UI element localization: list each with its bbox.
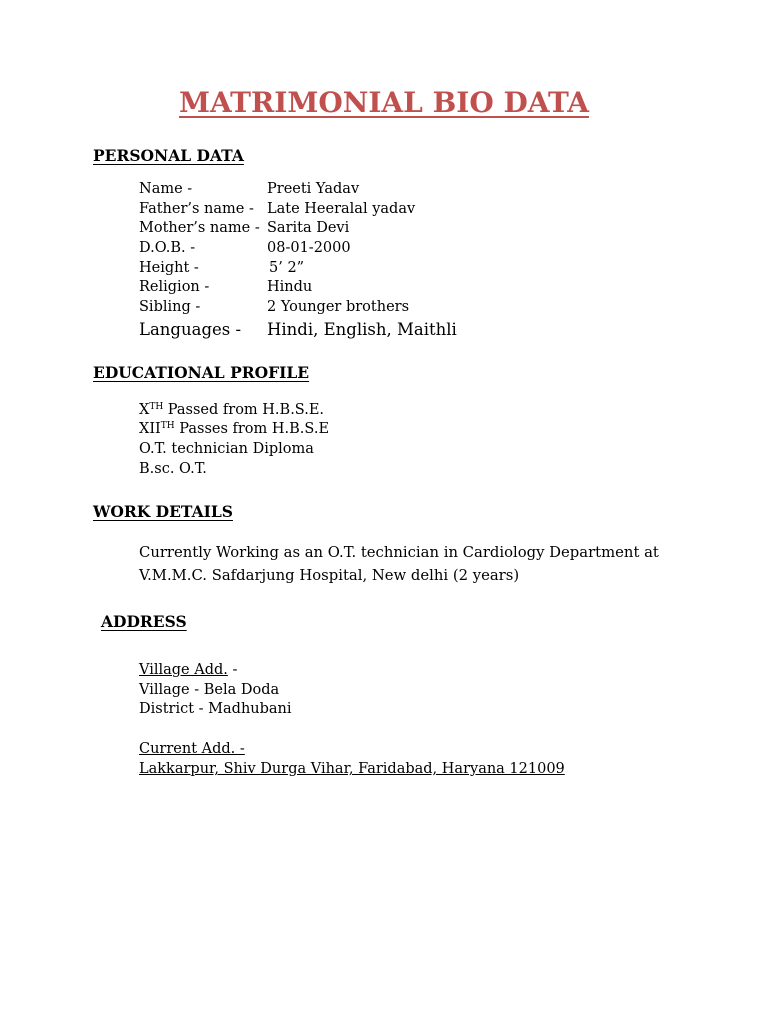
education-item-text: Passed from H.B.S.E. [163, 402, 325, 418]
education-item [139, 421, 329, 437]
education-item [139, 402, 324, 418]
educational-profile-heading: EDUCATIONAL PROFILE [93, 363, 310, 382]
label-suffix: - [227, 662, 238, 678]
field-fathers-name [139, 201, 415, 217]
field-label: D.O.B. - [139, 240, 196, 256]
field-label: Name - [139, 181, 193, 197]
field-mothers-name [139, 220, 349, 236]
field-value: 08-01-2000 [267, 240, 351, 256]
field-value: 2 Younger brothers [267, 299, 410, 315]
current-address: Lakkarpur, Shiv Durga Vihar, Faridabad, Haryana 121009 [139, 761, 565, 777]
village-line: Village - Bela Doda [139, 682, 280, 698]
education-item-text: O.T. technician Diploma [139, 441, 314, 457]
personal-data-heading: PERSONAL DATA [93, 146, 244, 165]
village-address-label-text: Village Add. [139, 662, 228, 678]
education-item-text: XII [139, 421, 161, 437]
field-height [139, 260, 304, 276]
district-line: District - Madhubani [139, 701, 292, 717]
field-label: Religion - [139, 279, 210, 295]
superscript: TH [149, 402, 164, 412]
field-religion [139, 279, 312, 295]
field-name [139, 181, 359, 197]
field-value: 5’ 2” [269, 260, 305, 276]
field-label: Mother’s name - [139, 220, 260, 236]
current-address-label: Current Add. - [139, 741, 245, 757]
education-item [139, 441, 314, 457]
education-item-text: B.sc. O.T. [139, 461, 207, 477]
field-label: Sibling - [139, 299, 201, 315]
address-heading: ADDRESS [101, 612, 187, 631]
field-label: Height - [139, 260, 199, 276]
education-item-text: X [139, 402, 150, 418]
field-value: Late Heeralal yadav [267, 201, 416, 217]
work-details-heading: WORK DETAILS [93, 502, 233, 521]
field-value: Hindu [267, 279, 313, 295]
field-sibling [139, 299, 409, 315]
education-item-text: Passes from H.B.S.E [174, 421, 330, 437]
village-address-label [139, 662, 237, 678]
field-label: Languages - [139, 320, 242, 339]
work-line-1: Currently Working as an O.T. technician in Cardiology Department at [139, 544, 659, 561]
education-item [139, 461, 207, 477]
field-value: Hindi, English, Maithli [267, 320, 457, 339]
field-value: Preeti Yadav [267, 181, 360, 197]
field-label: Father’s name - [139, 201, 254, 217]
field-languages [139, 320, 457, 339]
work-line-2: V.M.M.C. Safdarjung Hospital, New delhi (2 years) [139, 567, 520, 584]
field-value: Sarita Devi [267, 220, 350, 236]
field-dob [139, 240, 351, 256]
page-title: MATRIMONIAL BIO DATA [178, 86, 590, 119]
superscript: TH [160, 421, 175, 431]
